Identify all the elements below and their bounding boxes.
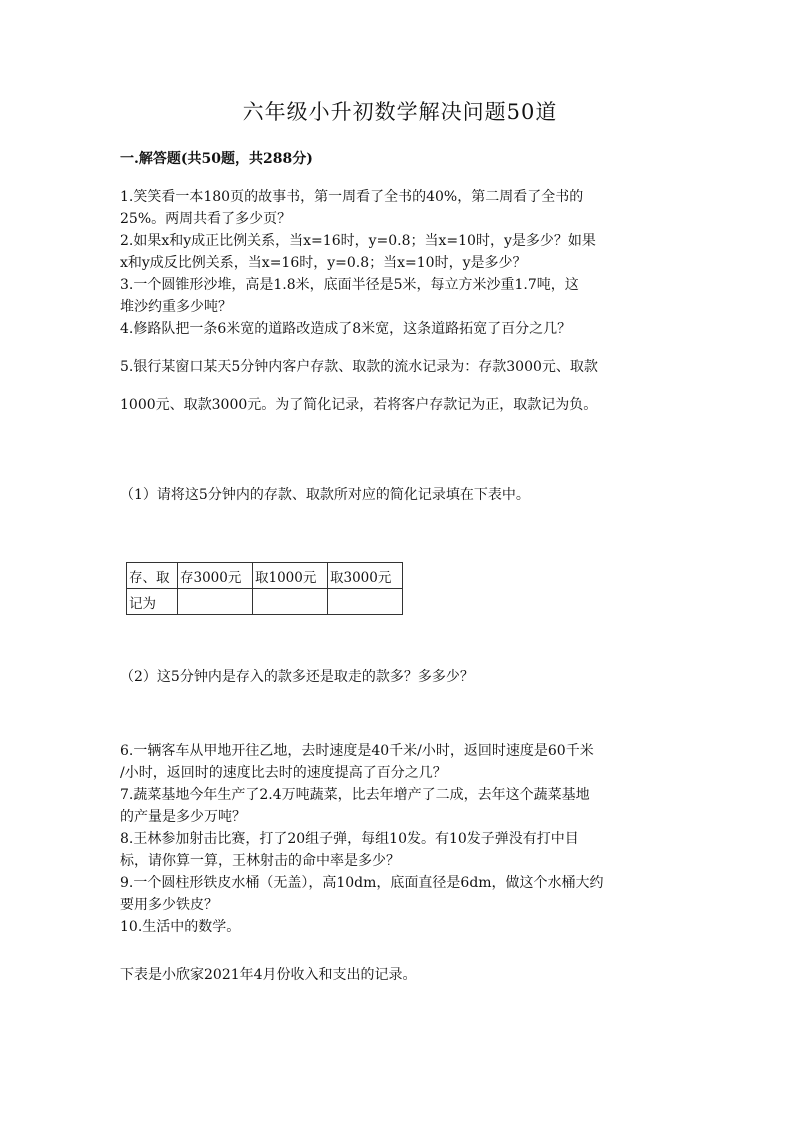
table-cell: 记为 [127,589,178,615]
text-line: 10.生活中的数学。 [120,919,241,935]
text-line: 要用多少铁皮？ [120,897,218,913]
text-line: 1.笑笑看一本180页的故事书，第一周看了全书的40%，第二周看了全书的 [120,189,584,205]
table-cell: 取1000元 [253,563,328,589]
table-cell [178,589,253,615]
footer-text: 下表是小欣家2021年4月份收入和支出的记录。 [120,967,417,983]
text-line: 25%。两周共看了多少页？ [120,211,292,227]
text-line: 3.一个圆锥形沙堆，高是1.8米，底面半径是5米，每立方米沙重1.7吨，这 [120,277,579,293]
text-line: 8.王林参加射击比赛，打了20组子弹，每组10发。有10发子弹没有打中目 [120,831,579,847]
text-line: 9.一个圆柱形铁皮水桶（无盖），高10dm，底面直径是6dm，做这个水桶大约 [120,875,604,891]
text-line: 7.蔬菜基地今年生产了2.4万吨蔬菜，比去年增产了二成，去年这个蔬菜基地 [120,787,590,803]
page-title: 六年级小升初数学解决问题50道 [242,100,558,124]
questions-6-10 [120,740,680,938]
table-row [127,563,403,589]
table-cell [253,589,328,615]
question-5-part-1: （1）请将这5分钟内的存款、取款所对应的简化记录填在下表中。 [120,487,530,503]
section-heading: 一.解答题(共50题，共288分) [120,151,313,167]
record-table [126,562,403,615]
text-line: 堆沙约重多少吨？ [120,299,232,315]
question-5-part-2: （2）这5分钟内是存入的款多还是取走的款多？多多少？ [120,669,474,685]
table-row [127,589,403,615]
text-line: 的产量是多少万吨？ [120,809,246,825]
question-5-line-1: 5.银行某窗口某天5分钟内客户存款、取款的流水记录为：存款3000元、取款 [120,359,598,375]
questions-1-4 [120,186,680,340]
text-line: 4.修路队把一条6米宽的道路改造成了8米宽，这条道路拓宽了百分之几？ [120,321,572,337]
text-line: 6.一辆客车从甲地开往乙地，去时速度是40千米/小时，返回时速度是60千米 [120,743,594,759]
text-line: 2.如果x和y成正比例关系，当x=16时，y=0.8；当x=10时，y是多少？如果 [120,233,596,249]
text-line: /小时，返回时的速度比去时的速度提高了百分之几？ [120,765,447,781]
text-line: 标，请你算一算，王林射击的命中率是多少？ [120,853,400,869]
table-cell: 取3000元 [328,563,403,589]
table-cell: 存、取 [127,563,178,589]
table-cell [328,589,403,615]
question-5-line-2: 1000元、取款3000元。为了简化记录，若将客户存款记为正，取款记为负。 [120,397,598,413]
table-cell: 存3000元 [178,563,253,589]
text-line: x和y成反比例关系，当x=16时，y=0.8；当x=10时，y是多少？ [120,255,527,271]
